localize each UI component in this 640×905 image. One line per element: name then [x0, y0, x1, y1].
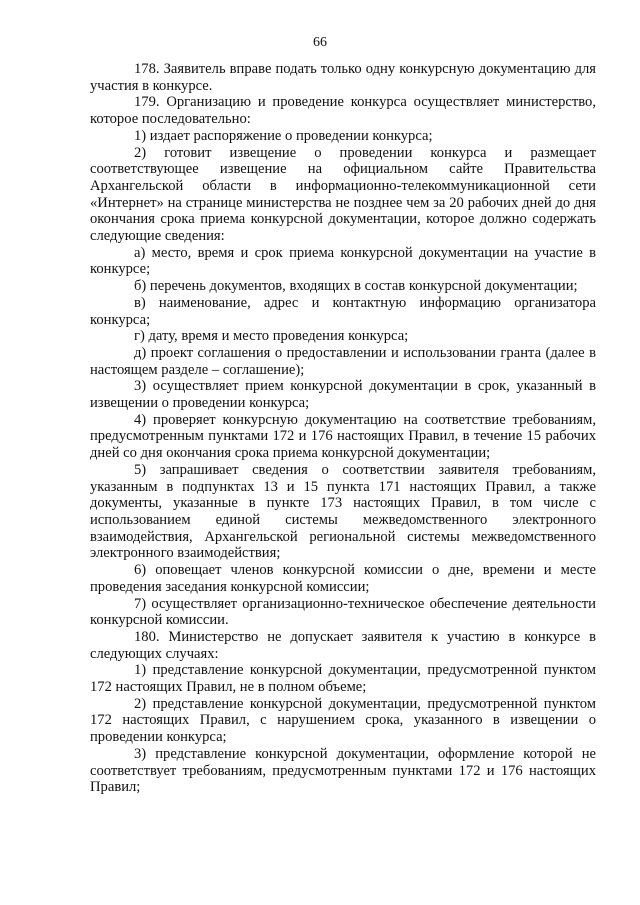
list-item-179-2-d: д) проект соглашения о предоставлении и использовании гранта (далее в настоящем разделе – соглашение);: [90, 344, 596, 378]
list-item-179-4: 4) проверяет конкурсную документацию на соответствие требованиям, предусмотренным пунктами 172 и 176 настоящих Правил, в течение 15 рабочих дней со дня окончания срока приема конкурсной документации;: [90, 411, 596, 462]
list-item-179-2-b: б) перечень документов, входящих в состав конкурсной документации;: [134, 278, 578, 295]
page-number: 66: [313, 35, 327, 50]
list-item-179-2: 2) готовит извещение о проведении конкурса и размещает соответствующее извещение на официальном сайте Правительства Архангельской области в информационно-телекоммуникационной сети «Интернет» на странице министерства не позднее чем за 20 рабочих дней до дня окончания срока приема конкурсной документации, которое должно содержать следующие сведения:: [90, 144, 596, 245]
list-item-179-1: 1) издает распоряжение о проведении конкурса;: [134, 127, 433, 144]
list-item-179-6: 6) оповещает членов конкурсной комиссии о дне, времени и месте проведения заседания конкурсной комиссии;: [90, 562, 596, 595]
paragraph-179: 179. Организацию и проведение конкурса осуществляет министерство, которое последовательно:: [90, 94, 596, 128]
list-item-179-2-g: г) дату, время и место проведения конкурса;: [134, 328, 409, 345]
list-item-180-1: 1) представление конкурсной документации, предусмотренной пунктом 172 настоящих Правил, не в полном объеме;: [90, 662, 596, 696]
list-item-180-3: 3) представление конкурсной документации, оформление которой не соответствует требованиям, предусмотренным пунктами 172 и 176 настоящих Правил;: [90, 745, 596, 796]
list-item-179-2-v: в) наименование, адрес и контактную информацию организатора конкурса;: [90, 294, 596, 328]
document-body: [90, 61, 596, 796]
paragraph-178: 178. Заявитель вправе подать только одну конкурсную документацию для участия в конкурсе.: [90, 61, 596, 94]
list-item-179-7: 7) осуществляет организационно-техническое обеспечение деятельности конкурсной комиссии.: [90, 595, 596, 629]
list-item-179-5: 5) запрашивает сведения о соответствии заявителя требованиям, указанным в подпунктах 13 и 15 пункта 171 настоящих Правил, а также документы, указанные в пункте 173 настоящих Правил, в том числе с использованием единой системы межведомственного электронного взаимодействия, Архангельской региональной системы межведомственного электронного взаимодействия;: [90, 461, 596, 562]
list-item-179-2-a: а) место, время и срок приема конкурсной документации на участие в конкурсе;: [90, 244, 596, 278]
list-item-179-3: 3) осуществляет прием конкурсной документации в срок, указанный в извещении о проведении конкурса;: [90, 378, 596, 412]
paragraph-180: 180. Министерство не допускает заявителя к участию в конкурсе в следующих случаях:: [90, 628, 596, 662]
list-item-180-2: 2) представление конкурсной документации, предусмотренной пунктом 172 настоящих Правил, с нарушением срока, указанного в извещении о проведении конкурса;: [90, 695, 596, 746]
